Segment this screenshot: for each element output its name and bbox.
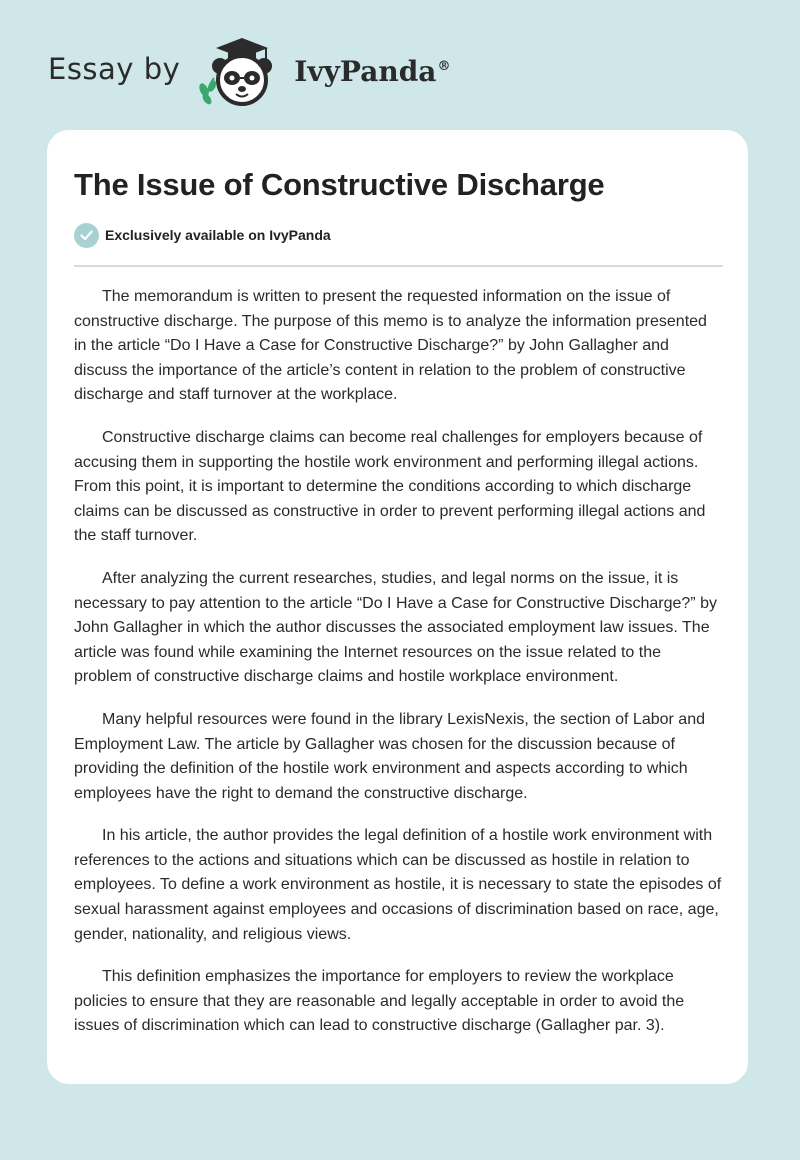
- paragraph: This definition emphasizes the importance for employers to review the workplace policies to ensure that they are reasonable and legally acceptable in order to avoid the issues of discrimination which can lead to constructive discharge (Gallagher par. 3).: [74, 968, 685, 1035]
- check-icon: [74, 223, 99, 248]
- paragraph: The memorandum is written to present the requested information on the issue of constructive discharge. The purpose of this memo is to analyze the information presented in the article “Do I Have a Case for Constructive Discharge?” by John Gallagher and discuss the importance of the article’s content in relation to the problem of constructive discharge and staff turnover at the workplace.: [74, 288, 707, 404]
- registered-mark: ®: [437, 59, 451, 75]
- paragraph: Constructive discharge claims can become real challenges for employers because of accusing them in supporting the hostile work environment and performing illegal actions. From this point, it is important to determine the conditions according to which discharge claims can be discussed as constructive in order to prevent performing illegal actions and the staff turnover.: [74, 428, 706, 545]
- exclusive-badge: [74, 222, 722, 248]
- paragraph: Many helpful resources were found in the library LexisNexis, the section of Labor and Employment Law. The article by Gallagher was chosen for the discussion because of providing the definition of the hostile work environment and aspects according to which employees have the right to demand the constructive discharge.: [74, 710, 705, 802]
- essay-by-label: Essay by: [48, 52, 181, 86]
- essay-body: [74, 285, 722, 1039]
- essay-card: [47, 130, 748, 1084]
- paragraph: After analyzing the current researches, studies, and legal norms on the issue, it is necessary to pay attention to the article “Do I Have a Case for Constructive Discharge?” by John Gallagher in which the author discusses the associated employment law issues. The article was found while examining the Internet resources on the issue related to the problem of constructive discharge claims and hostile workplace environment.: [74, 569, 717, 686]
- paragraph: In his article, the author provides the legal definition of a hostile work environment with references to the actions and situations which can be discussed as hostile in relation to employees. To define a work environment as hostile, it is necessary to state the episodes of sexual harassment against employees and occasions of discrimination based on race, age, gender, nationality, and religious views.: [74, 827, 722, 943]
- divider: [74, 265, 723, 267]
- panda-logo-icon[interactable]: [194, 36, 286, 108]
- site-header: [48, 36, 450, 108]
- badge-text: Exclusively available on IvyPanda: [105, 227, 331, 243]
- page-title: The Issue of Constructive Discharge: [74, 167, 605, 202]
- brand-name[interactable]: IvyPanda®: [294, 54, 451, 88]
